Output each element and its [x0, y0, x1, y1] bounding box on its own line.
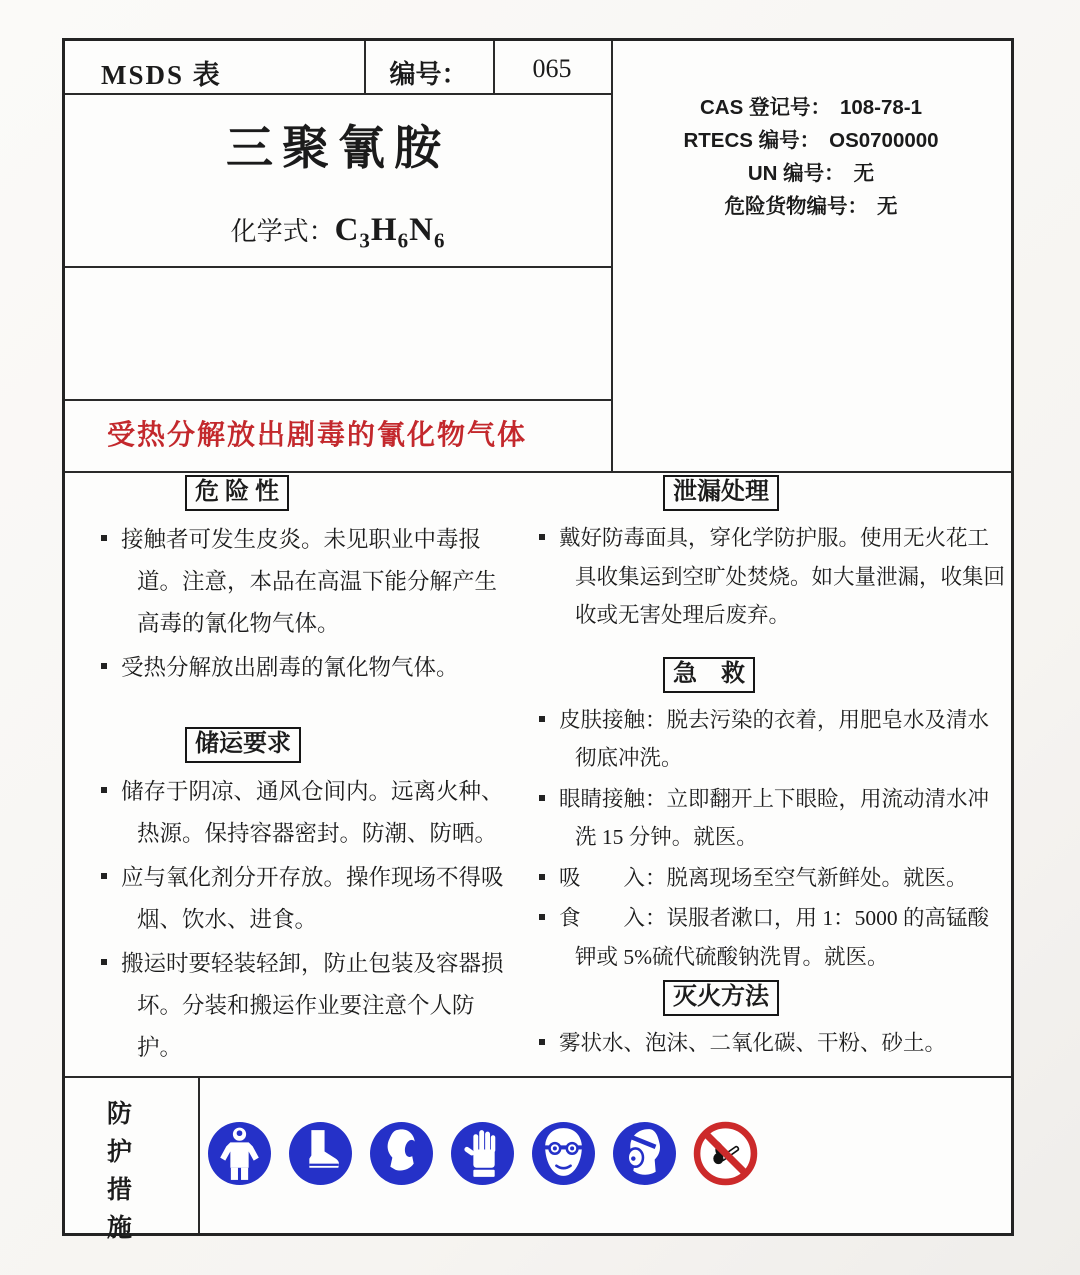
bullet-marker — [101, 663, 107, 669]
list-item-text: 吸 入：脱离现场至空气新鲜处。就医。 — [559, 865, 968, 890]
list-item — [517, 899, 1009, 976]
list-item — [79, 857, 515, 941]
list-item-text: 搬运时要轻装轻卸，防止包装及容器损坏。分装和搬运作业要注意个人防护。 — [121, 951, 504, 1060]
number-label: 编号： — [389, 60, 468, 89]
bullet-marker — [539, 914, 545, 920]
list-item — [79, 519, 515, 645]
bullet-marker — [539, 795, 545, 801]
registry-label: 危险货物编号： — [724, 195, 868, 218]
list-item — [517, 701, 1009, 778]
registry-line — [613, 190, 1009, 223]
protective-suit-icon — [207, 1121, 272, 1186]
head-protection-icon — [369, 1121, 434, 1186]
registry-value: 无 — [877, 195, 898, 218]
list-item — [79, 943, 515, 1069]
registry-value: 无 — [853, 162, 875, 185]
registry-line — [613, 124, 1009, 157]
registry-line — [613, 157, 1009, 190]
list-item-text: 雾状水、泡沫、二氧化碳、干粉、砂土。 — [559, 1031, 947, 1055]
bullet-marker — [539, 716, 545, 722]
list-item — [517, 1024, 1009, 1063]
protection-label: 防护措施 — [107, 1101, 133, 1242]
list-item-text: 接触者可发生皮炎。未见职业中毒报道。注意，本品在高温下能分解产生高毒的氰化物气体。 — [121, 527, 498, 636]
list-item — [517, 780, 1009, 857]
msds-sheet — [62, 38, 1014, 1242]
bullet-marker — [101, 787, 107, 793]
list-item-text: 食 入：误服者漱口，用 1：5000 的高锰酸钾或 5%硫代硫酸钠洗胃。就医。 — [559, 906, 990, 969]
list-item-text: 戴好防毒面具，穿化学防护服。使用无火花工具收集运到空旷处焚烧。如大量泄漏，收集回收或无害处理后废弃。 — [559, 526, 1006, 627]
chemical-name: 三聚氰胺 — [226, 123, 450, 175]
list-item — [79, 647, 515, 689]
no-open-flame-icon — [693, 1121, 758, 1186]
leak-list — [517, 519, 1009, 635]
respirator-icon — [612, 1121, 677, 1186]
section-header-leak: 泄漏处理 — [663, 475, 779, 511]
registry-line — [613, 91, 1009, 124]
list-item-text: 皮肤接触：脱去污染的衣着，用肥皂水及清水彻底冲洗。 — [559, 707, 990, 770]
protection-icons — [207, 1121, 758, 1186]
list-item-text: 眼睛接触：立即翻开上下眼睑，用流动清水冲洗 15 分钟。就医。 — [559, 786, 990, 849]
formula-row — [65, 211, 611, 254]
section-header-fire: 灭火方法 — [663, 980, 779, 1016]
bullet-marker — [101, 535, 107, 541]
registry-label: CAS 登记号： — [699, 96, 831, 119]
list-item-text: 应与氧化剂分开存放。操作现场不得吸烟、饮水、进食。 — [121, 865, 504, 932]
left-column — [79, 475, 515, 1071]
hazard-warning-text: 受热分解放出剧毒的氰化物气体 — [107, 420, 528, 451]
first-aid-list — [517, 701, 1009, 977]
grid-line — [198, 1076, 200, 1233]
formula-label: 化学式： — [230, 217, 335, 246]
number-value: 065 — [532, 54, 572, 83]
safety-goggles-icon — [531, 1121, 596, 1186]
registry-value: 108-78-1 — [839, 96, 923, 119]
registry-label: UN 编号： — [747, 162, 845, 185]
right-column — [517, 475, 1009, 1065]
bullet-marker — [539, 1039, 545, 1045]
grid-line — [65, 93, 611, 95]
protective-gloves-icon — [450, 1121, 515, 1186]
hazards-list — [79, 519, 515, 689]
grid-line — [65, 399, 611, 401]
registry-label: RTECS 编号： — [683, 129, 821, 152]
grid-line — [65, 1076, 1011, 1078]
fire-list — [517, 1024, 1009, 1063]
section-header-first-aid: 急 救 — [663, 657, 755, 693]
bullet-marker — [539, 874, 545, 880]
list-item — [79, 771, 515, 855]
section-header-hazards: 危 险 性 — [185, 475, 289, 511]
grid-line — [65, 471, 1011, 473]
chemical-formula: $C_3H_6N_6$ — [334, 212, 446, 253]
storage-list — [79, 771, 515, 1069]
protective-boots-icon — [288, 1121, 353, 1186]
form-title: MSDS 表 — [101, 60, 222, 90]
grid-line — [65, 266, 611, 268]
list-item-text: 受热分解放出剧毒的氰化物气体。 — [121, 655, 459, 680]
registry-value: OS0700000 — [829, 129, 939, 152]
section-header-storage: 储运要求 — [185, 727, 301, 763]
bullet-marker — [539, 534, 545, 540]
list-item-text: 储存于阴凉、通风仓间内。远离火种、热源。保持容器密封。防潮、防晒。 — [121, 779, 504, 846]
bullet-marker — [101, 959, 107, 965]
list-item — [517, 519, 1009, 635]
list-item — [517, 859, 1009, 898]
registry-block — [613, 91, 1009, 223]
bullet-marker — [101, 873, 107, 879]
